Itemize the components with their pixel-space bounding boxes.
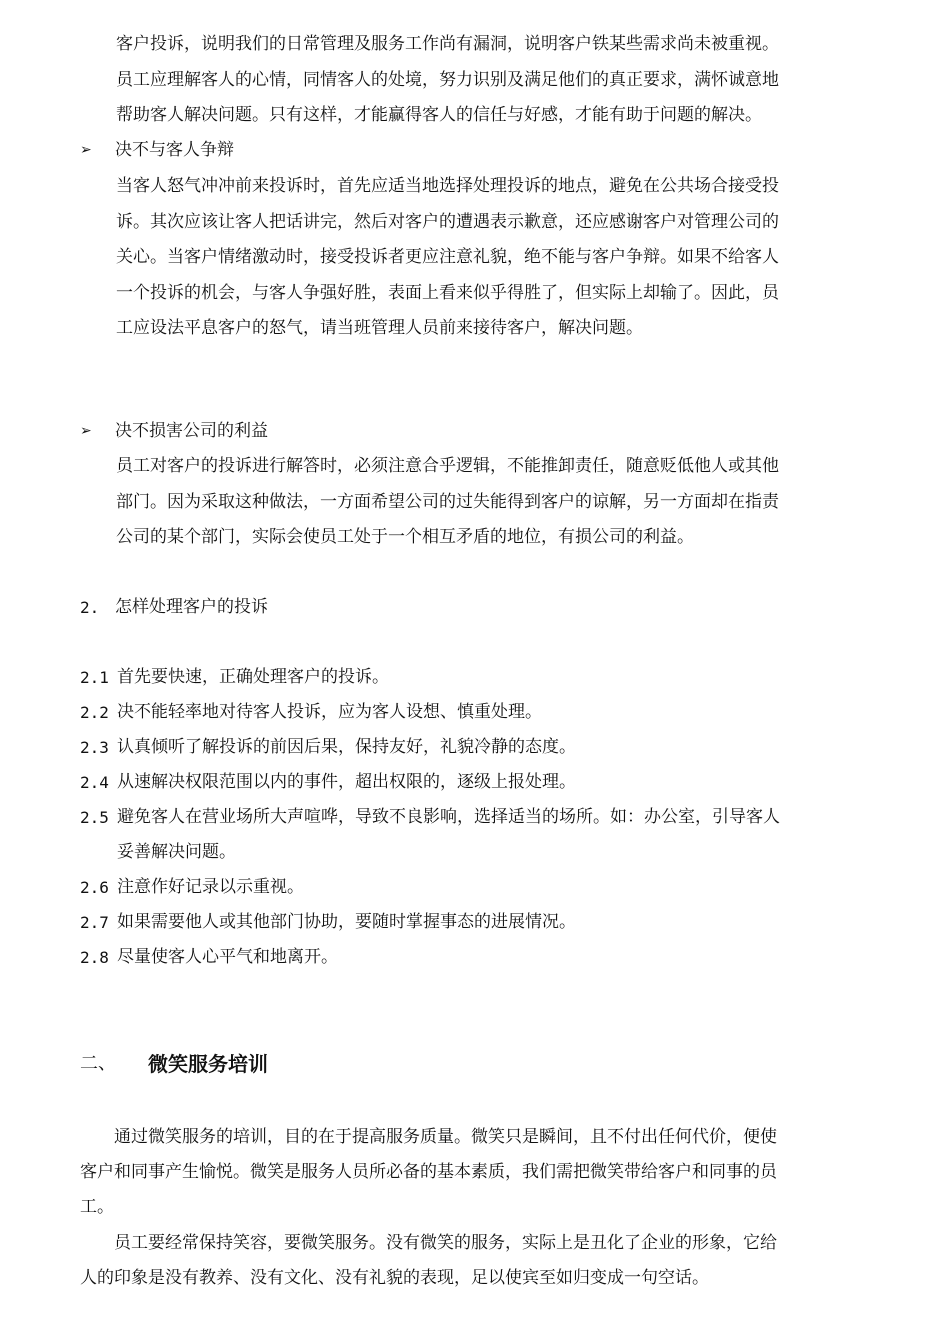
list-item	[80, 940, 880, 975]
list-item	[80, 905, 880, 940]
step-number: 2.8	[80, 948, 109, 967]
subheading-title: 怎样处理客户的投诉	[115, 597, 268, 617]
list-item	[80, 765, 880, 800]
step-number: 2.7	[80, 913, 109, 932]
text-line: 员工对客户的投诉进行解答时，必须注意合乎逻辑，不能推卸责任，随意贬低他人或其他	[116, 456, 779, 476]
list-item	[80, 695, 880, 730]
list-item	[80, 800, 880, 870]
steps-list	[80, 660, 880, 975]
text-line: 公司的某个部门，实际会使员工处于一个相互矛盾的地位，有损公司的利益。	[116, 527, 694, 547]
section-number: 二、	[80, 1053, 116, 1074]
step-number: 2.4	[80, 773, 109, 792]
text-line: 工应设法平息客户的怒气，请当班管理人员前来接待客户，解决问题。	[116, 318, 643, 338]
step-number: 2.6	[80, 878, 109, 897]
text-line: 客户投诉，说明我们的日常管理及服务工作尚有漏洞，说明客户铁某些需求尚未被重视。	[116, 34, 779, 54]
smile-paragraph-2	[80, 1226, 870, 1296]
step-number: 2.5	[80, 808, 109, 827]
step-text: 避免客人在营业场所大声喧哗，导致不良影响，选择适当的场所。如：办公室，引导客人	[117, 807, 780, 827]
step-text: 从速解决权限范围以内的事件，超出权限的，逐级上报处理。	[117, 772, 576, 792]
intro-paragraph	[116, 27, 868, 134]
arrow-bullet-icon: ➢	[80, 423, 92, 439]
text-line: 部门。因为采取这种做法，一方面希望公司的过失能得到客户的谅解，另一方面却在指责	[116, 491, 779, 512]
text-line: 帮助客人解决问题。只有这样，才能赢得客人的信任与好感，才能有助于问题的解决。	[116, 105, 762, 125]
step-text: 决不能轻率地对待客人投诉，应为客人设想、慎重处理。	[117, 702, 542, 722]
section-title: 微笑服务培训	[148, 1052, 268, 1076]
step-text: 认真倾听了解投诉的前因后果，保持友好，礼貌冷静的态度。	[117, 737, 576, 757]
subheading-handle-complaints	[80, 590, 268, 626]
bullet-title: 决不与客人争辩	[115, 140, 234, 160]
subheading-number: 2.	[80, 598, 100, 617]
arrow-bullet-icon: ➢	[80, 142, 92, 158]
list-item	[80, 870, 880, 905]
step-text: 尽量使客人心平气和地离开。	[117, 947, 338, 967]
step-text-continued: 妥善解决问题。	[117, 842, 236, 862]
bullet-title: 决不损害公司的利益	[115, 421, 268, 441]
step-number: 2.2	[80, 703, 109, 722]
list-item	[80, 730, 880, 765]
step-number: 2.3	[80, 738, 109, 757]
bullet-paragraph-no-argue	[116, 169, 868, 347]
text-line: 工。	[80, 1197, 114, 1217]
text-line: 当客人怒气冲冲前来投诉时，首先应适当地选择处理投诉的地点，避免在公共场合接受投	[116, 176, 779, 196]
step-text: 首先要快速，正确处理客户的投诉。	[117, 667, 389, 687]
smile-paragraph-1	[80, 1120, 870, 1225]
text-line: 关心。当客户情绪激动时，接受投诉者更应注意礼貌，绝不能与客户争辩。如果不给客人	[116, 247, 779, 267]
text-line: 人的印象是没有教养、没有文化、没有礼貌的表现，足以使宾至如归变成一句空话。	[80, 1268, 709, 1288]
text-line: 通过微笑服务的培训，目的在于提高服务质量。微笑只是瞬间，且不付出任何代价，便使	[80, 1127, 777, 1147]
text-line: 客户和同事产生愉悦。微笑是服务人员所必备的基本素质，我们需把微笑带给客户和同事的员	[80, 1162, 777, 1182]
step-text: 注意作好记录以示重视。	[117, 877, 304, 897]
text-line: 员工应理解客人的心情，同情客人的处境，努力识别及满足他们的真正要求，满怀诚意地	[116, 69, 779, 90]
list-item	[80, 660, 880, 695]
text-line: 员工要经常保持笑容，要微笑服务。没有微笑的服务，实际上是丑化了企业的形象，它给	[80, 1233, 777, 1253]
step-number: 2.1	[80, 668, 109, 687]
step-text: 如果需要他人或其他部门协助，要随时掌握事态的进展情况。	[117, 912, 576, 932]
bullet-paragraph-company-interest	[116, 449, 868, 556]
text-line: 一个投诉的机会，与客人争强好胜，表面上看来似乎得胜了，但实际上却输了。因此，员	[116, 282, 779, 303]
text-line: 诉。其次应该让客人把话讲完，然后对客户的遭遇表示歉意，还应感谢客户对管理公司的	[116, 211, 779, 232]
